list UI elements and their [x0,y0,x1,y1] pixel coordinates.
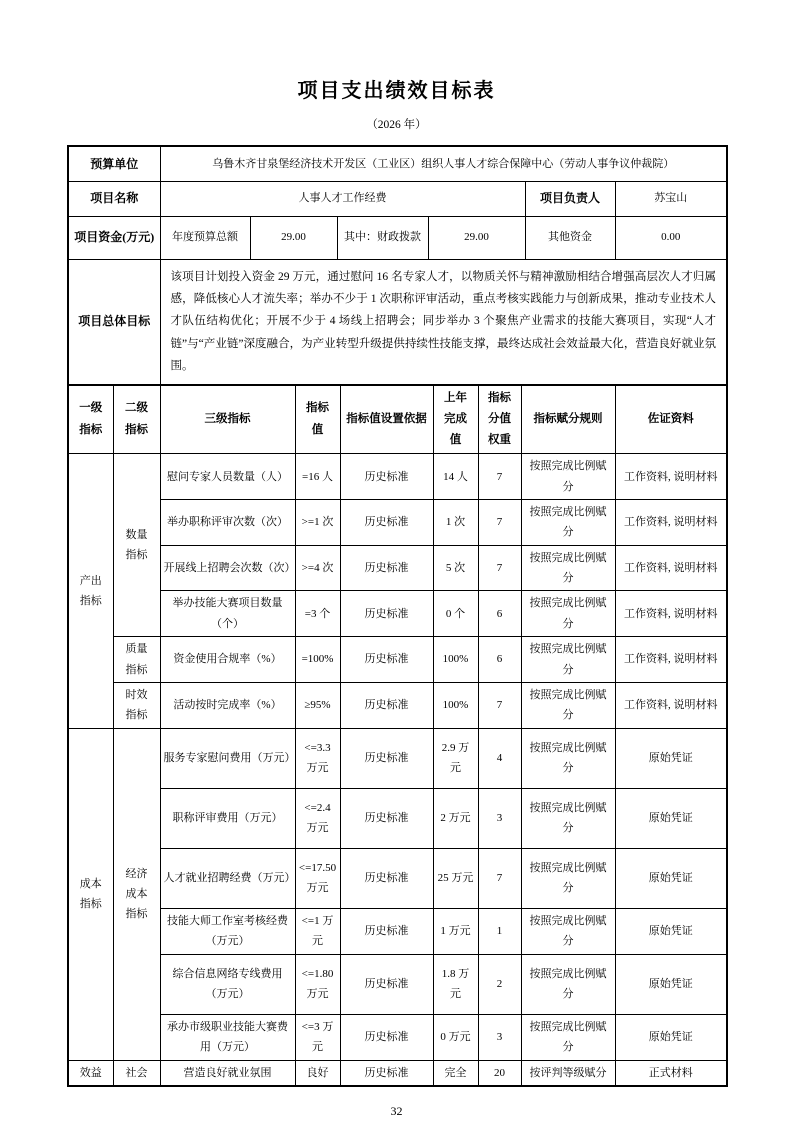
indicator-rule: 按照完成比例赋分 [521,908,615,954]
indicator-weight: 7 [478,848,521,908]
indicator-weight: 6 [478,637,521,683]
indicator-weight: 7 [478,545,521,591]
header-level3: 三级指标 [160,385,295,454]
indicator-last-year: 1.8 万元 [433,954,478,1014]
other-funds-label: 其他资金 [525,216,615,259]
indicator-basis: 历史标准 [340,591,433,637]
indicator-last-year: 完全 [433,1060,478,1086]
indicator-rule: 按照完成比例赋分 [521,728,615,788]
indicator-rule: 按照完成比例赋分 [521,682,615,728]
indicator-target: ≥95% [295,682,340,728]
indicator-target: <=3.3 万元 [295,728,340,788]
level2-quantity: 数量指标 [113,454,160,637]
indicator-rule: 按照完成比例赋分 [521,454,615,500]
indicator-basis: 历史标准 [340,454,433,500]
indicator-target: =16 人 [295,454,340,500]
indicator-basis: 历史标准 [340,1060,433,1086]
indicator-weight: 20 [478,1060,521,1086]
indicator-evidence: 工作资料, 说明材料 [615,637,727,683]
indicator-evidence: 原始凭证 [615,848,727,908]
budget-unit-label: 预算单位 [68,146,160,181]
indicator-header-row [68,385,727,454]
indicator-evidence: 工作资料, 说明材料 [615,500,727,546]
project-name-value: 人事人才工作经费 [160,181,525,216]
project-name-label: 项目名称 [68,181,160,216]
indicator-last-year: 2.9 万元 [433,728,478,788]
indicator-name: 技能大师工作室考核经费（万元） [160,908,295,954]
project-info-table [67,145,728,386]
performance-table [67,145,726,1087]
header-evidence: 佐证资料 [615,385,727,454]
indicator-row [68,454,727,500]
indicator-target: <=1.80 万元 [295,954,340,1014]
header-rule: 指标赋分规则 [521,385,615,454]
indicator-last-year: 0 个 [433,591,478,637]
indicator-row [68,1060,727,1086]
level1-cost: 成本指标 [68,728,113,1060]
header-level1: 一级指标 [68,385,113,454]
page-number: 32 [390,1103,403,1118]
indicator-evidence: 工作资料, 说明材料 [615,591,727,637]
indicator-row [68,682,727,728]
indicator-evidence: 工作资料, 说明材料 [615,454,727,500]
indicator-rule: 按照完成比例赋分 [521,500,615,546]
table-row [68,181,727,216]
indicator-basis: 历史标准 [340,637,433,683]
indicator-basis: 历史标准 [340,728,433,788]
indicator-row [68,591,727,637]
indicator-row [68,1014,727,1060]
indicator-target: <=1 万元 [295,908,340,954]
indicator-last-year: 25 万元 [433,848,478,908]
indicator-target: <=2.4 万元 [295,788,340,848]
project-leader-value: 苏宝山 [615,181,727,216]
indicator-weight: 3 [478,1014,521,1060]
project-funds-label: 项目资金(万元) [68,216,160,259]
indicator-rule: 按评判等级赋分 [521,1060,615,1086]
indicator-basis: 历史标准 [340,908,433,954]
indicator-row [68,848,727,908]
indicator-weight: 4 [478,728,521,788]
indicator-last-year: 2 万元 [433,788,478,848]
indicator-weight: 7 [478,500,521,546]
header-target: 指标值 [295,385,340,454]
indicator-weight: 2 [478,954,521,1014]
header-basis: 指标值设置依据 [340,385,433,454]
indicator-name: 营造良好就业氛围 [160,1060,295,1086]
indicator-name: 承办市级职业技能大赛费用（万元） [160,1014,295,1060]
header-level2: 二级指标 [113,385,160,454]
indicator-name: 慰问专家人员数量（人） [160,454,295,500]
level2-economic: 经济成本指标 [113,728,160,1060]
indicator-target: <=17.50 万元 [295,848,340,908]
level2-social: 社会 [113,1060,160,1086]
indicator-target: >=1 次 [295,500,340,546]
indicator-evidence: 原始凭证 [615,954,727,1014]
indicator-weight: 7 [478,682,521,728]
indicator-last-year: 100% [433,637,478,683]
indicator-target: 良好 [295,1060,340,1086]
indicator-evidence: 工作资料, 说明材料 [615,682,727,728]
indicator-last-year: 5 次 [433,545,478,591]
budget-unit-value: 乌鲁木齐甘泉堡经济技术开发区（工业区）组织人事人才综合保障中心（劳动人事争议仲裁院） [160,146,727,181]
page-title: 项目支出绩效目标表 [297,80,496,102]
indicator-evidence: 原始凭证 [615,1014,727,1060]
indicator-row [68,500,727,546]
indicator-basis: 历史标准 [340,954,433,1014]
indicator-weight: 1 [478,908,521,954]
level1-benefit: 效益 [68,1060,113,1086]
indicator-basis: 历史标准 [340,1014,433,1060]
indicator-row [68,788,727,848]
indicator-rule: 按照完成比例赋分 [521,788,615,848]
indicator-rule: 按照完成比例赋分 [521,1014,615,1060]
indicator-last-year: 14 人 [433,454,478,500]
indicator-rule: 按照完成比例赋分 [521,954,615,1014]
indicator-name: 职称评审费用（万元） [160,788,295,848]
indicator-last-year: 100% [433,682,478,728]
fiscal-allocation-value: 29.00 [428,216,525,259]
indicator-rule: 按照完成比例赋分 [521,848,615,908]
indicator-evidence: 原始凭证 [615,908,727,954]
indicator-name: 开展线上招聘会次数（次） [160,545,295,591]
indicator-name: 活动按时完成率（%） [160,682,295,728]
overall-goal-label: 项目总体目标 [68,259,160,385]
level1-output: 产出指标 [68,454,113,728]
indicator-row [68,954,727,1014]
table-row [68,216,727,259]
level2-timeliness: 时效指标 [113,682,160,728]
indicator-name: 服务专家慰问费用（万元） [160,728,295,788]
fiscal-allocation-label: 其中：财政拨款 [337,216,428,259]
indicator-evidence: 原始凭证 [615,788,727,848]
indicator-table [67,384,728,1087]
indicator-target: =3 个 [295,591,340,637]
other-funds-value: 0.00 [615,216,727,259]
table-row [68,146,727,181]
indicator-rule: 按照完成比例赋分 [521,591,615,637]
indicator-basis: 历史标准 [340,545,433,591]
header-last-year: 上年完成值 [433,385,478,454]
indicator-basis: 历史标准 [340,682,433,728]
indicator-name: 举办技能大赛项目数量（个） [160,591,295,637]
overall-goal-text: 该项目计划投入资金 29 万元，通过慰问 16 名专家人才，以物质关怀与精神激励相结合增强高层次人才归属感，降低核心人才流失率；举办不少于 1 次职称评审活动，重点考核实践能力与创新成果，推动专业技术人才队伍结构优化；开展不少于 4 场线上招聘会；同步举办 3 个聚焦产业需求的技能大赛项目，实现“人才链”与“产业链”深度融合，为产业转型升级提供持续性技能支撑，最终达成社会效益最大化，营造良好就业氛围。 [160,259,727,385]
indicator-basis: 历史标准 [340,500,433,546]
annual-budget-label: 年度预算总额 [160,216,250,259]
indicator-row [68,545,727,591]
indicator-target: =100% [295,637,340,683]
indicator-basis: 历史标准 [340,788,433,848]
indicator-last-year: 1 万元 [433,908,478,954]
indicator-evidence: 原始凭证 [615,728,727,788]
indicator-row [68,637,727,683]
indicator-name: 资金使用合规率（%） [160,637,295,683]
indicator-basis: 历史标准 [340,848,433,908]
indicator-rule: 按照完成比例赋分 [521,545,615,591]
indicator-name: 综合信息网络专线费用（万元） [160,954,295,1014]
indicator-last-year: 0 万元 [433,1014,478,1060]
indicator-rule: 按照完成比例赋分 [521,637,615,683]
indicator-weight: 7 [478,454,521,500]
indicator-weight: 6 [478,591,521,637]
indicator-last-year: 1 次 [433,500,478,546]
annual-budget-value: 29.00 [250,216,337,259]
indicator-evidence: 工作资料, 说明材料 [615,545,727,591]
indicator-weight: 3 [478,788,521,848]
indicator-row [68,728,727,788]
header-weight: 指标分值权重 [478,385,521,454]
indicator-evidence: 正式材料 [615,1060,727,1086]
indicator-name: 人才就业招聘经费（万元） [160,848,295,908]
indicator-name: 举办职称评审次数（次） [160,500,295,546]
project-leader-label: 项目负责人 [525,181,615,216]
level2-quality: 质量指标 [113,637,160,683]
indicator-row [68,908,727,954]
table-row [68,259,727,385]
page-subtitle: （2026 年） [366,119,427,131]
indicator-target: <=3 万元 [295,1014,340,1060]
indicator-target: >=4 次 [295,545,340,591]
